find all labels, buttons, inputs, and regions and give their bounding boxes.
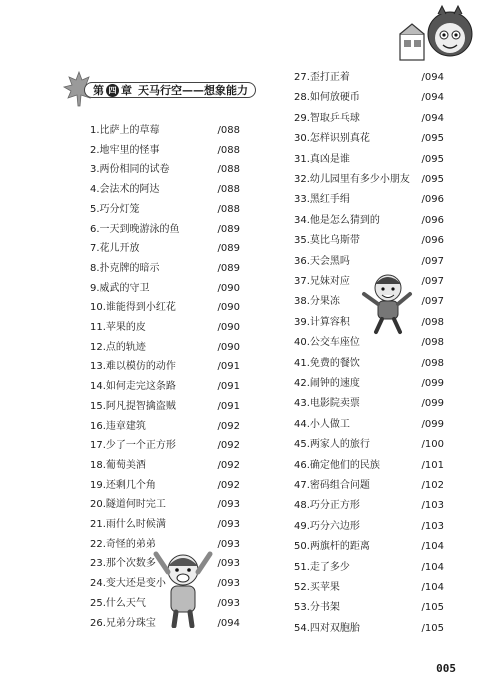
toc-entry <box>294 459 444 473</box>
toc-entry <box>294 397 444 411</box>
toc-entry <box>90 400 240 414</box>
toc-entry-page: /092 <box>217 459 240 471</box>
toc-entry-page: /089 <box>217 262 240 274</box>
toc-entry-page: /096 <box>421 214 444 226</box>
toc-entry <box>294 357 444 371</box>
toc-entry-page: /093 <box>217 519 240 530</box>
toc-entry-page: /103 <box>421 520 444 532</box>
toc-entry-title: 37.兄妹对应 <box>294 276 350 287</box>
toc-entry-page: /088 <box>217 144 240 156</box>
toc-entry-title: 5.巧分灯笼 <box>90 203 140 215</box>
toc-entry-page: /088 <box>217 203 240 215</box>
chapter-suffix: 章 <box>121 84 132 97</box>
toc-entry <box>294 622 444 636</box>
toc-entry <box>294 561 444 575</box>
toc-entry <box>90 203 240 217</box>
toc-entry-title: 13.难以模仿的动作 <box>90 361 176 373</box>
toc-entry-page: /097 <box>421 296 444 308</box>
toc-entry-page: /092 <box>217 440 240 452</box>
toc-entry-page: /105 <box>421 622 444 634</box>
toc-entry-page: /100 <box>421 439 444 451</box>
toc-entry-title: 36.天会黑吗 <box>294 255 350 267</box>
toc-entry-title: 17.少了一个正方形 <box>90 440 176 452</box>
toc-entry-page: /098 <box>421 357 444 369</box>
toc-entry-page: /104 <box>421 582 444 593</box>
toc-entry-title: 32.幼儿园里有多少小朋友 <box>294 174 410 185</box>
toc-entry-title: 52.买苹果 <box>294 582 340 593</box>
toc-entry-title: 41.免费的餐饮 <box>294 357 360 369</box>
toc-entry-page: /098 <box>421 316 444 328</box>
toc-entry-page: /088 <box>217 164 240 176</box>
toc-entry <box>294 193 444 207</box>
toc-entry <box>90 459 240 473</box>
toc-entry-page: /091 <box>217 400 240 412</box>
toc-entry-title: 43.电影院卖票 <box>294 398 360 410</box>
toc-entry-page: /104 <box>421 561 444 573</box>
toc-entry <box>294 540 444 554</box>
corner-mascot-illustration <box>398 4 476 68</box>
toc-entry-page: /088 <box>217 184 240 196</box>
toc-entry-page: /092 <box>217 479 240 491</box>
chapter-title-bar <box>84 82 256 98</box>
toc-entry <box>90 282 240 296</box>
toc-entry-title: 29.智取乒乓球 <box>294 112 360 124</box>
toc-entry-page: /093 <box>217 597 240 609</box>
toc-entry <box>90 479 240 493</box>
toc-entry-title: 18.葡萄美酒 <box>90 459 146 471</box>
toc-entry-page: /095 <box>421 174 444 185</box>
toc-entry-page: /090 <box>217 302 240 314</box>
toc-entry-title: 40.公交车座位 <box>294 337 360 349</box>
toc-entry <box>294 520 444 534</box>
toc-entry-page: /097 <box>421 276 444 287</box>
toc-entry-page: /094 <box>421 92 444 104</box>
toc-entry-page: /089 <box>217 243 240 255</box>
toc-entry-title: 6.一天到晚游泳的鱼 <box>90 223 180 235</box>
toc-entry <box>294 132 444 146</box>
toc-entry-title: 14.如何走完这条路 <box>90 381 176 393</box>
toc-entry-page: /093 <box>217 538 240 550</box>
toc-entry-page: /095 <box>421 133 444 145</box>
toc-entry <box>90 360 240 374</box>
toc-entry-title: 35.莫比乌斯带 <box>294 235 360 247</box>
toc-entry-title: 45.两家人的旅行 <box>294 439 370 451</box>
toc-entry-title: 49.巧分六边形 <box>294 520 360 532</box>
toc-entry <box>294 153 444 167</box>
toc-entry-page: /088 <box>217 125 240 136</box>
toc-entry-title: 11.苹果的皮 <box>90 322 146 333</box>
toc-entry <box>294 438 444 452</box>
toc-entry <box>90 341 240 355</box>
toc-entry-title: 2.地牢里的怪事 <box>90 144 160 156</box>
toc-entry-page: /091 <box>217 361 240 373</box>
toc-entry <box>294 255 444 269</box>
toc-entry-page: /090 <box>217 322 240 333</box>
toc-entry-page: /089 <box>217 223 240 235</box>
toc-entry-title: 22.奇怪的弟弟 <box>90 538 156 550</box>
chapter-prefix: 第 <box>93 84 104 97</box>
toc-entry-page: /104 <box>421 541 444 553</box>
toc-entry <box>294 91 444 105</box>
toc-entry <box>90 262 240 276</box>
toc-entry <box>90 498 240 512</box>
toc-entry <box>90 301 240 315</box>
toc-entry-title: 42.闹钟的速度 <box>294 378 360 389</box>
toc-entry-title: 44.小人做工 <box>294 418 350 430</box>
toc-entry <box>294 214 444 228</box>
toc-entry-page: /096 <box>421 235 444 247</box>
toc-entry <box>294 377 444 391</box>
toc-entry-title: 39.计算容积 <box>294 316 350 328</box>
toc-entry-title: 34.他是怎么猜到的 <box>294 214 380 226</box>
toc-entry-page: /097 <box>421 255 444 267</box>
toc-entry <box>90 223 240 237</box>
toc-entry <box>294 479 444 493</box>
toc-entry-title: 24.变大还是变小 <box>90 578 166 590</box>
toc-entry <box>90 183 240 197</box>
toc-entry-page: /094 <box>217 617 240 629</box>
page-number: 005 <box>436 662 456 675</box>
toc-entry-page: /094 <box>421 72 444 83</box>
toc-entry-title: 23.那个次数多 <box>90 558 156 570</box>
toc-entry-title: 47.密码组合问题 <box>294 480 370 491</box>
toc-entry-title: 28.如何放硬币 <box>294 92 360 104</box>
toc-entry <box>294 112 444 126</box>
toc-entry-title: 4.会法术的阿达 <box>90 184 160 196</box>
toc-entry-title: 38.分果冻 <box>294 296 340 308</box>
toc-entry <box>294 499 444 513</box>
toc-entry-title: 16.违章建筑 <box>90 420 146 432</box>
toc-entry <box>90 144 240 158</box>
toc-entry-title: 53.分书架 <box>294 602 340 614</box>
toc-entry <box>90 420 240 434</box>
toc-entry-page: /093 <box>217 499 240 511</box>
toc-entry <box>294 601 444 615</box>
toc-entry-page: /094 <box>421 112 444 124</box>
toc-entry <box>294 71 444 85</box>
toc-entry-title: 15.阿凡提智擒盗贼 <box>90 400 176 412</box>
toc-entry <box>294 581 444 595</box>
toc-entry-title: 21.雨什么时候满 <box>90 519 166 530</box>
toc-entry-page: /099 <box>421 378 444 389</box>
toc-entry <box>294 418 444 432</box>
toc-entry-page: /102 <box>421 480 444 491</box>
toc-entry-title: 26.兄弟分珠宝 <box>90 617 156 629</box>
toc-entry-page: /099 <box>421 398 444 410</box>
toc-entry-page: /093 <box>217 578 240 590</box>
toc-entry <box>294 234 444 248</box>
toc-entry-page: /101 <box>421 459 444 471</box>
toc-entry-page: /098 <box>421 337 444 349</box>
toc-entry <box>294 336 444 350</box>
toc-entry-page: /092 <box>217 420 240 432</box>
toc-entry <box>90 518 240 532</box>
toc-entry-title: 31.真凶是谁 <box>294 153 350 165</box>
toc-entry <box>294 173 444 187</box>
toc-entry-title: 10.谁能得到小红花 <box>90 302 176 314</box>
toc-entry-title: 51.走了多少 <box>294 561 350 573</box>
toc-entry-page: /090 <box>217 282 240 294</box>
toc-entry <box>90 380 240 394</box>
chapter-number-badge: 四 <box>106 84 119 97</box>
toc-entry <box>90 439 240 453</box>
jumping-kid-illustration <box>360 270 414 336</box>
toc-entry-title: 8.扑克牌的暗示 <box>90 262 160 274</box>
toc-entry <box>90 321 240 335</box>
toc-entry-page: /090 <box>217 341 240 353</box>
toc-entry <box>90 242 240 256</box>
toc-entry-title: 19.还剩几个角 <box>90 479 156 491</box>
toc-entry-title: 7.花儿开放 <box>90 243 140 255</box>
toc-entry-title: 25.什么天气 <box>90 597 146 609</box>
toc-entry-title: 50.两旗杆的距离 <box>294 541 370 553</box>
toc-entry-title: 20.隧道何时完工 <box>90 499 166 511</box>
toc-entry <box>90 124 240 138</box>
toc-entry-title: 12.点的轨迹 <box>90 341 146 353</box>
toc-entry-title: 54.四对双胞胎 <box>294 622 360 634</box>
chapter-title: 天马行空——想象能力 <box>138 84 248 97</box>
toc-entry-page: /093 <box>217 558 240 570</box>
toc-entry <box>90 163 240 177</box>
toc-entry-page: /091 <box>217 381 240 393</box>
toc-entry-title: 48.巧分正方形 <box>294 500 360 512</box>
toc-entry-title: 46.确定他们的民族 <box>294 459 380 471</box>
toc-entry-title: 30.怎样识别真花 <box>294 133 370 145</box>
toc-entry-title: 3.两份相同的试卷 <box>90 164 170 176</box>
cheering-kid-illustration <box>152 550 214 628</box>
toc-entry-page: /103 <box>421 500 444 512</box>
toc-entry-title: 33.黑红手绢 <box>294 194 350 206</box>
toc-entry-title: 9.威武的守卫 <box>90 282 150 294</box>
toc-entry-page: /095 <box>421 153 444 165</box>
toc-entry-title: 27.歪打正着 <box>294 72 350 83</box>
chapter-header <box>62 70 257 108</box>
toc-entry-page: /099 <box>421 418 444 430</box>
toc-entry-page: /096 <box>421 194 444 206</box>
toc-entry-page: /105 <box>421 602 444 614</box>
toc-entry-title: 1.比萨上的草莓 <box>90 125 160 136</box>
